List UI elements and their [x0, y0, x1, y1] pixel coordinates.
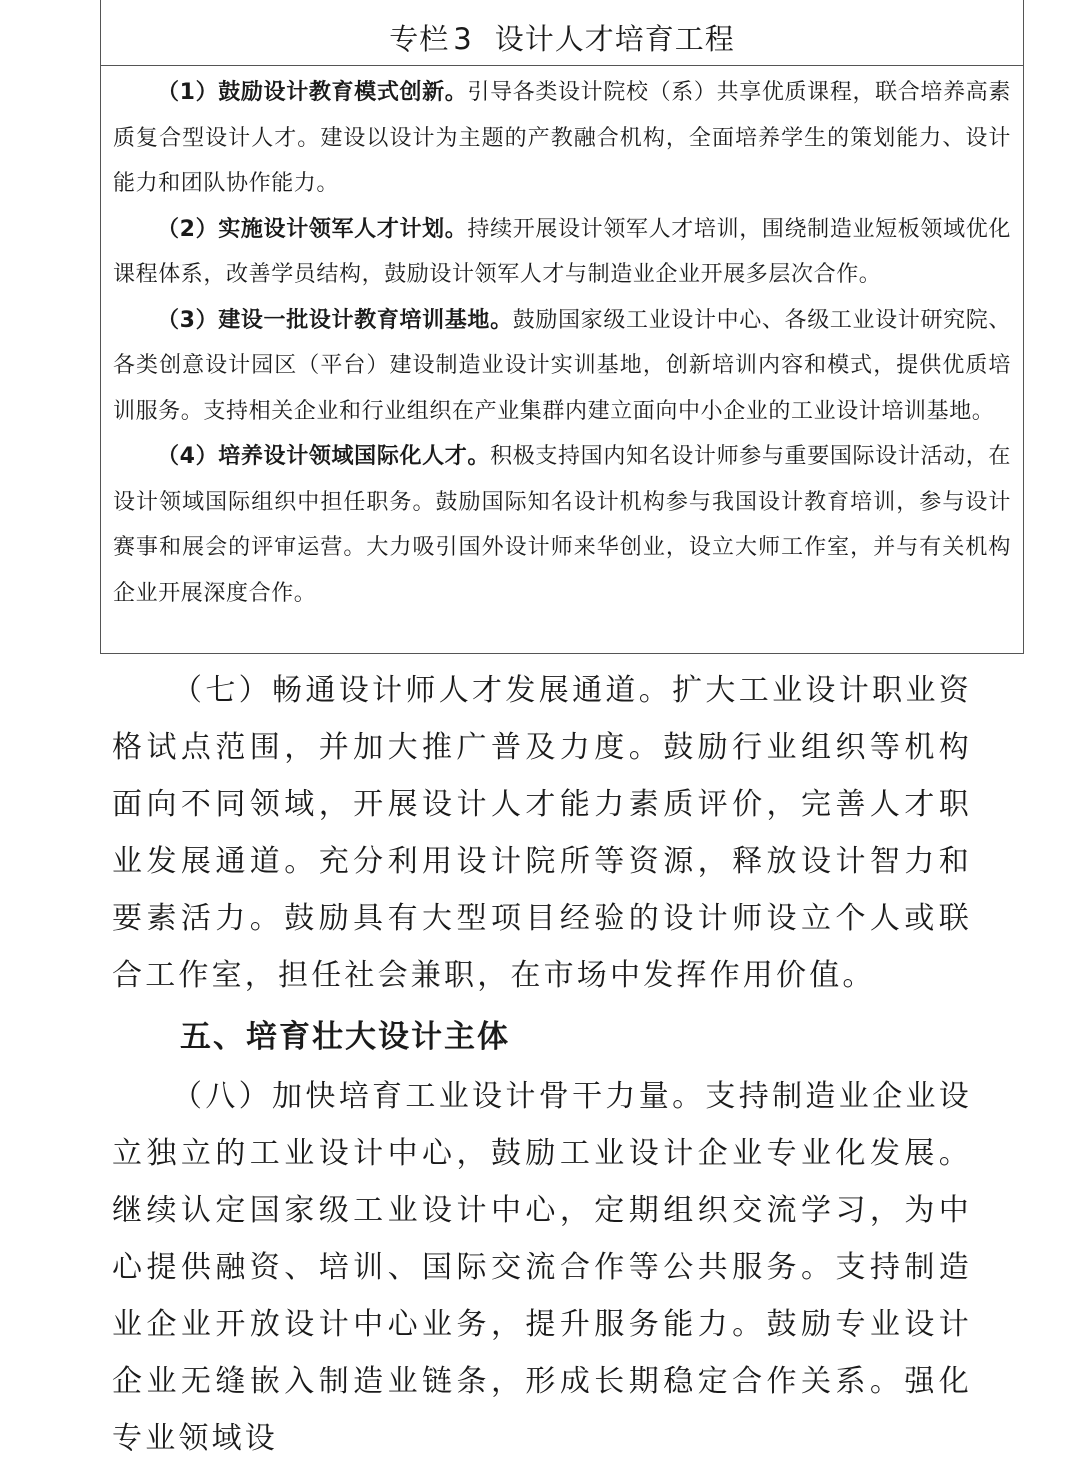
section-7-text: （七）畅通设计师人才发展通道。扩大工业设计职业资格试点范围，并加大推广普及力度。鼓励行业组织等机构面向不同领域，开展设计人才能力素质评价，完善人才职业发展通道。充分利用设计院所等资源，释放设计智力和要素活力。鼓励具有大型项目经验的设计师设立个人或联合工作室，担任社会兼职，在市场中发挥作用价值。: [112, 673, 972, 993]
column-title-text: 设计人才培育工程: [494, 22, 735, 56]
section-7: [112, 662, 972, 1004]
column-item-1-body: 引导各类设计院校（系）共享优质课程，联合培养高素质复合型设计人才。建设以设计为主题的产教融合机构，全面培养学生的策划能力、设计能力和团队协作能力。: [113, 80, 1011, 196]
column-item-4-body: 积极支持国内知名设计师参与重要国际设计活动，在设计领域国际组织中担任职务。鼓励国际知名设计机构参与我国设计教育培训，参与设计赛事和展会的评审运营。大力吸引国外设计师来华创业，设立大师工作室，并与有关机构企业开展深度合作。: [113, 444, 1011, 606]
column-item-2-body: 持续开展设计领军人才培训，围绕制造业短板领域优化课程体系，改善学员结构，鼓励设计领军人才与制造业企业开展多层次合作。: [113, 216, 1011, 287]
column-box: [100, 0, 1024, 654]
column-item-4: [113, 434, 1011, 616]
column-title: [101, 0, 1023, 66]
column-item-2: [113, 207, 1011, 298]
section-8-text: （八）加快培育工业设计骨干力量。支持制造业企业设立独立的工业设计中心，鼓励工业设计企业专业化发展。继续认定国家级工业设计中心，定期组织交流学习，为中心提供融资、培训、国际交流合作等公共服务。支持制造业企业开放设计中心业务，提升服务能力。鼓励专业设计企业无缝嵌入制造业链条，形成长期稳定合作关系。强化专业领域设: [112, 1079, 972, 1456]
column-item-3: [113, 298, 1011, 435]
column-body: [101, 66, 1023, 616]
section-8: [112, 1068, 972, 1467]
column-item-2-head: （2）实施设计领军人才计划。: [157, 216, 468, 242]
column-number: 3: [453, 22, 473, 56]
column-item-4-head: （4）培养设计领域国际化人才。: [157, 444, 491, 469]
column-item-3-head: （3）建设一批设计教育培训基地。: [157, 307, 513, 333]
column-item-1-head: （1）鼓励设计教育模式创新。: [157, 80, 468, 105]
column-item-1: [113, 70, 1011, 207]
chapter-heading-5: 五、培育壮大设计主体: [180, 1019, 510, 1055]
column-item-3-body: 鼓励国家级工业设计中心、各级工业设计研究院、各类创意设计园区（平台）建设制造业设计实训基地，创新培训内容和模式，提供优质培训服务。支持相关企业和行业组织在产业集群内建立面向中小企业的工业设计培训基地。: [113, 307, 1012, 424]
column-label: 专栏: [389, 22, 450, 56]
